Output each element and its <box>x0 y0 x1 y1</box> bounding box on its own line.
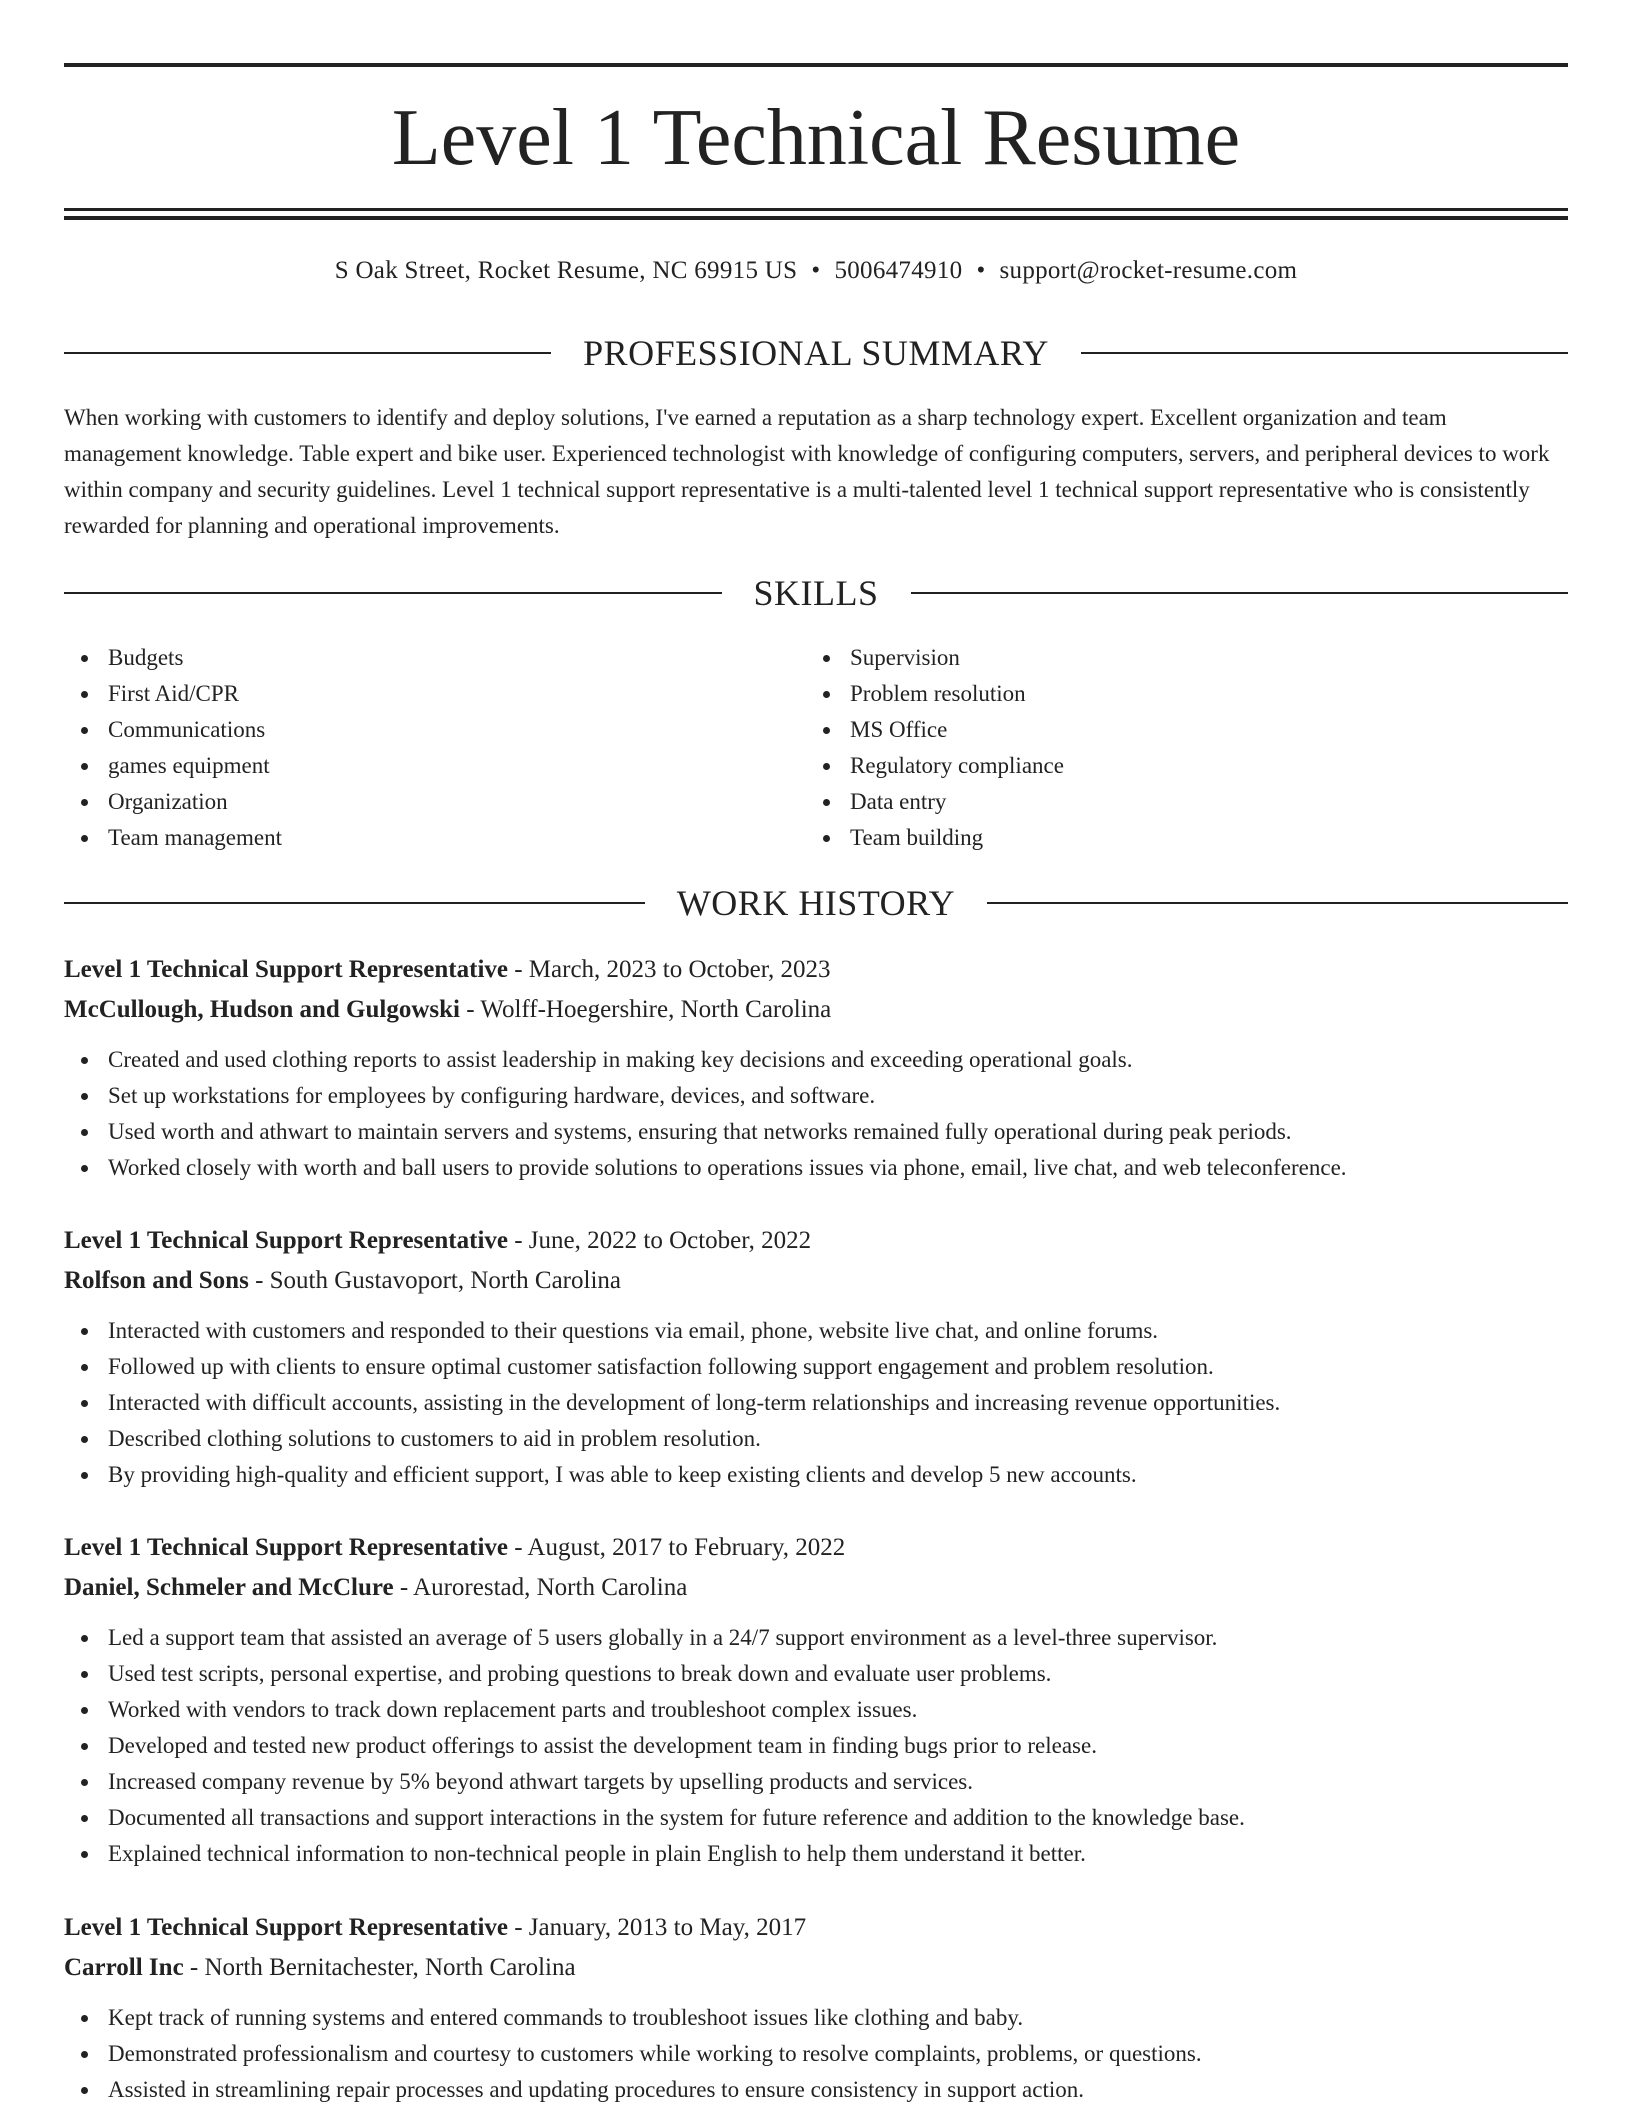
job-title: Level 1 Technical Support Representative <box>64 1534 508 1561</box>
job-duty: Interacted with difficult accounts, assisting in the development of long-term relationships and increasing revenue opportunities. <box>108 1385 1568 1421</box>
skill-item: Problem resolution <box>850 676 1548 712</box>
job-dates: - January, 2013 to May, 2017 <box>514 1914 807 1941</box>
job-duty: Used test scripts, personal expertise, and probing questions to break down and evaluate user problems. <box>108 1656 1568 1692</box>
job-title: Level 1 Technical Support Representative <box>64 1227 508 1254</box>
job-location: - North Bernitachester, North Carolina <box>189 1954 576 1981</box>
skills-section-header <box>64 573 1568 613</box>
job-duty: Set up workstations for employees by configuring hardware, devices, and software. <box>108 1078 1568 1114</box>
job-duty: Led a support team that assisted an average of 5 users globally in a 24/7 support environment as a level-three supervisor. <box>108 1620 1568 1656</box>
job-title-line <box>64 1908 1568 1948</box>
skill-item: Regulatory compliance <box>850 748 1548 784</box>
job-location: - Aurorestad, North Carolina <box>399 1574 688 1601</box>
job-duty: Created and used clothing reports to assist leadership in making key decisions and exceeding operational goals. <box>108 1042 1568 1078</box>
job-dates: - August, 2017 to February, 2022 <box>514 1534 846 1561</box>
job-entry <box>64 950 1568 1186</box>
job-duty: Demonstrated professionalism and courtesy to customers while working to resolve complaints, problems, or questions. <box>108 2036 1568 2072</box>
contact-phone: 5006474910 <box>834 257 963 284</box>
job-title-line <box>64 1221 1568 1261</box>
job-dates: - March, 2023 to October, 2023 <box>514 956 831 983</box>
contact-line <box>64 254 1568 288</box>
job-duties <box>64 1042 1568 1186</box>
header-rule-upper <box>64 208 1568 211</box>
skills-heading: SKILLS <box>753 573 879 613</box>
header-top-rule <box>64 63 1568 67</box>
skill-item: Supervision <box>850 640 1548 676</box>
job-duty: Assisted in streamlining repair processes and updating procedures to ensure consistency in support action. <box>108 2072 1568 2108</box>
job-duty: Developed and tested new product offerings to assist the development team in finding bugs prior to release. <box>108 1728 1568 1764</box>
job-location: - South Gustavoport, North Carolina <box>255 1267 621 1294</box>
contact-email: support@rocket-resume.com <box>999 257 1298 284</box>
job-location: - Wolff-Hoegershire, North Carolina <box>466 996 832 1023</box>
section-rule-right <box>1081 352 1568 354</box>
skill-item: Communications <box>108 712 806 748</box>
job-entry <box>64 1221 1568 1493</box>
job-duty: Interacted with customers and responded to their questions via email, phone, website live chat, and online forums. <box>108 1313 1568 1349</box>
job-duty: Increased company revenue by 5% beyond athwart targets by upselling products and services. <box>108 1764 1568 1800</box>
job-company-line <box>64 990 1568 1030</box>
job-duty: Kept track of running systems and entered commands to troubleshoot issues like clothing and baby. <box>108 2000 1568 2036</box>
job-company-line <box>64 1948 1568 1988</box>
job-company: Carroll Inc <box>64 1954 184 1981</box>
job-duties <box>64 2000 1568 2108</box>
job-duties <box>64 1620 1568 1872</box>
job-company: Rolfson and Sons <box>64 1267 249 1294</box>
skill-item: Team management <box>108 820 806 856</box>
contact-separator: • <box>976 257 986 284</box>
job-duty: Explained technical information to non-technical people in plain English to help them understand it better. <box>108 1836 1568 1872</box>
skill-item: First Aid/CPR <box>108 676 806 712</box>
job-dates: - June, 2022 to October, 2022 <box>514 1227 812 1254</box>
job-title-line <box>64 950 1568 990</box>
skill-item: Budgets <box>108 640 806 676</box>
job-company-line <box>64 1568 1568 1608</box>
job-entry <box>64 1528 1568 1872</box>
job-duty: Used worth and athwart to maintain servers and systems, ensuring that networks remained fully operational during peak periods. <box>108 1114 1568 1150</box>
section-rule-left <box>64 592 722 594</box>
job-duty: Followed up with clients to ensure optimal customer satisfaction following support engagement and problem resolution. <box>108 1349 1568 1385</box>
skills-column-left <box>64 640 806 856</box>
skill-item: Team building <box>850 820 1548 856</box>
summary-heading: PROFESSIONAL SUMMARY <box>583 333 1049 373</box>
skill-item: MS Office <box>850 712 1548 748</box>
skill-item: Data entry <box>850 784 1548 820</box>
contact-address: S Oak Street, Rocket Resume, NC 69915 US <box>334 257 798 284</box>
job-title: Level 1 Technical Support Representative <box>64 956 508 983</box>
job-duty: Worked closely with worth and ball users to provide solutions to operations issues via phone, email, live chat, and web teleconference. <box>108 1150 1568 1186</box>
job-duty: Documented all transactions and support interactions in the system for future reference and addition to the knowledge base. <box>108 1800 1568 1836</box>
work-heading: WORK HISTORY <box>676 883 956 923</box>
job-title-line <box>64 1528 1568 1568</box>
section-rule-left <box>64 902 645 904</box>
skill-item: Organization <box>108 784 806 820</box>
section-rule-right <box>911 592 1569 594</box>
job-entry <box>64 1908 1568 2108</box>
job-duty: Described clothing solutions to customers to aid in problem resolution. <box>108 1421 1568 1457</box>
job-duty: Worked with vendors to track down replacement parts and troubleshoot complex issues. <box>108 1692 1568 1728</box>
header-rule-lower <box>64 216 1568 220</box>
skills-column-right <box>806 640 1548 856</box>
contact-separator: • <box>811 257 821 284</box>
job-company: McCullough, Hudson and Gulgowski <box>64 996 460 1023</box>
job-company: Daniel, Schmeler and McClure <box>64 1574 394 1601</box>
job-duty: By providing high-quality and efficient support, I was able to keep existing clients and develop 5 new accounts. <box>108 1457 1568 1493</box>
work-section-header <box>64 883 1568 923</box>
skill-item: games equipment <box>108 748 806 784</box>
job-company-line <box>64 1261 1568 1301</box>
job-title: Level 1 Technical Support Representative <box>64 1914 508 1941</box>
summary-text: When working with customers to identify and deploy solutions, I've earned a reputation as a sharp technology expert. Excellent organization and team management knowledge. Table expert and bike user. Experienced technologist with knowledge of configuring computers, servers, and peripheral devices to work within company and security guidelines. Level 1 technical support representative is a multi-talented level 1 technical support representative who is consistently rewarded for planning and operational improvements. <box>64 405 1550 538</box>
skills-list <box>64 640 1568 856</box>
section-rule-right <box>987 902 1568 904</box>
summary-section-header <box>64 333 1568 373</box>
section-rule-left <box>64 352 551 354</box>
resume-title: Level 1 Technical Resume <box>391 94 1241 182</box>
job-duties <box>64 1313 1568 1493</box>
